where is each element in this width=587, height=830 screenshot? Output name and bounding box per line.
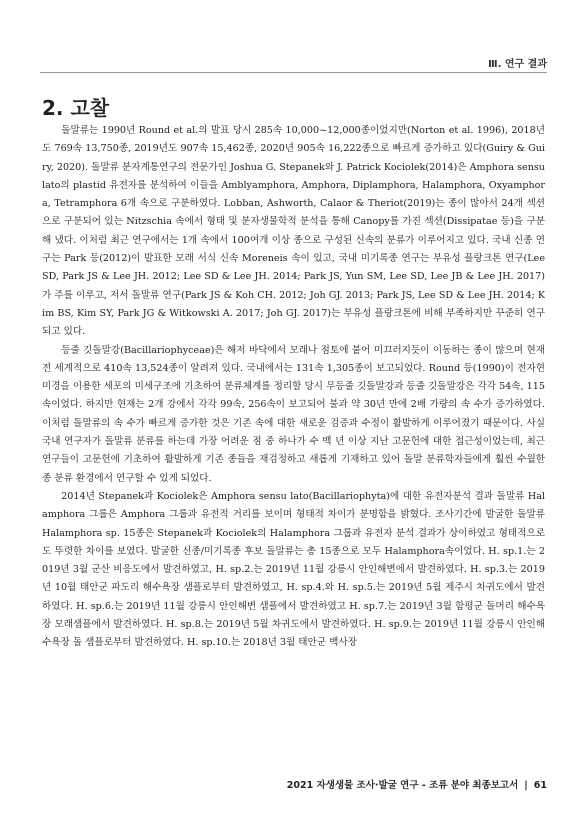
- body-text: [42, 122, 545, 653]
- section-title: 2. 고찰: [42, 96, 110, 120]
- paragraph: 돌말류는 1990년 Round et al.의 발표 당시 285속 10,000~12,000종이었지만(Norton et al. 1996), 2018년도 769속 13,750종, 2019년도 907속 15,462종, 2020년 905속 16,222종으로 빠르게 증가하고 있다(Guiry & Guiry, 2020). 돌말류 분자계통연구의 전문가인 Joshua G. Stepanek와 J. Patrick Kociolek(2014)은 Amphora sensu lato의 plastid 유전자를 분석하여 이들을 Amblyamphora, Amphora, Diplamphora, Halamphora, Oxyamphora, Tetramphora 6개 속으로 구분하였다. Lobban, Ashworth, Calaor & Theriot(2019)는 종이 많아서 24개 섹션으로 구분되어 있는 Nitzschia 속에서 형태 및 분자생물학적 분석을 통해 Canopy를 가진 섹션(Dissipatae 등)을 구분해 냈다. 이처럼 최근 연구에서는 1개 속에서 100여개 이상 종으로 구성된 신속의 분류가 이루어지고 있다. 국내 신종 연구는 Park 등(2012)이 발표한 모래 서식 신속 Moreneis 속이 있고, 국내 미기록종 연구는 부유성 플랑크톤 연구(Lee SD, Park JS & Lee JH. 2012; Lee SD & Lee JH. 2014; Park JS, Yun SM, Lee SD, Lee JB & Lee JH. 2017)가 주를 이루고, 저서 돌말류 연구(Park JS & Koh CH. 2012; Joh GJ. 2013; Park JS, Lee SD & Lee JH. 2014; Kim BS, Kim SY, Park JG & Witkowski A. 2017; Joh GJ. 2017)는 부유성 플랑크톤에 비해 부족하지만 꾸준히 연구되고 있다.: [42, 125, 545, 338]
- running-header: Ⅲ. 연구 결과: [488, 59, 547, 70]
- page-footer: [40, 777, 547, 791]
- footer-report-title: 2021 자생생물 조사·발굴 연구 - 조류 분야 최종보고서: [286, 780, 519, 791]
- paragraph: 등줄 깃돌말강(Bacillariophyceae)은 해저 바닥에서 모래나 점토에 붙어 미끄러지듯이 이동하는 종이 많으며 현재 전 세계적으로 410속 13,524종이 알려져 있다. 국내에서는 131속 1,305종이 보고되었다. Round 등(1990)이 전자현미경을 이용한 세포의 미세구조에 기초하여 분류체계를 정리할 당시 무등줄 깃돌말강과 등줄 깃돌말강은 각각 54속, 115속이었다. 하지만 현재는 2개 강에서 각각 99속, 256속이 보고되어 불과 약 30년 만에 2배 가량의 속 수가 증가하였다. 이처럼 돌말류의 속 수가 빠르게 증가한 것은 기존 속에 대한 새로운 검증과 수정이 활발하게 이루어졌기 때문이다. 사실 국내 연구자가 돌말류 분류를 하는데 가장 어려운 점 중 하나가 수 백 년 이상 지난 고문헌에 대한 접근성이었는데, 최근 연구들이 고문헌에 기초하여 활발하게 기존 종들을 재검정하고 새롭게 기재하고 있어 돌말 분류학자들에게 훨씬 수월한 종 분류 환경에서 연구할 수 있게 되었다.: [42, 344, 545, 484]
- page-number: 61: [533, 780, 547, 791]
- header-divider: [40, 72, 547, 73]
- footer-separator: |: [524, 780, 528, 791]
- paragraph: 2014년 Stepanek과 Kociolek은 Amphora sensu lato(Bacillariophyta)에 대한 유전자분석 결과 돌말류 Halamphora 그룹은 Amphora 그룹과 유전적 거리를 보이며 형태적 차이가 분명함을 밝혔다. 조사기간에 발굴한 돌말류 Halamphora sp. 15종은 Stepanek과 Kociolek의 Halamphora 그룹과 유전자 분석 결과가 상이하였고 형태적으로도 뚜렷한 차이를 보였다. 발굴한 신종/미기록종 후보 돌말류는 총 15종으로 모두 Halamphora속이었다. H. sp.1.는 2019년 3월 군산 비응도에서 발견하였고, H. sp.2.는 2019년 11월 강릉시 안인해변에서 발견하였다. H. sp.3.는 2019년 10월 태안군 파도리 해수욕장 샘플로부터 발견하였고, H. sp.4.와 H. sp.5.는 2019년 5월 제주시 차귀도에서 발견하였다. H. sp.6.는 2019년 11월 강릉시 안인해변 샘플에서 발견하였고 H. sp.7.는 2019년 3월 함평군 돌머리 해수욕장 모래샘플에서 발견하였다. H. sp.8.는 2019년 5월 차귀도에서 발견하였다. H. sp.9.는 2019년 11월 강릉시 안인해수욕장 돌 샘플로부터 발견하였다. H. sp.10.는 2018년 3월 태안군 백사장: [42, 490, 545, 649]
